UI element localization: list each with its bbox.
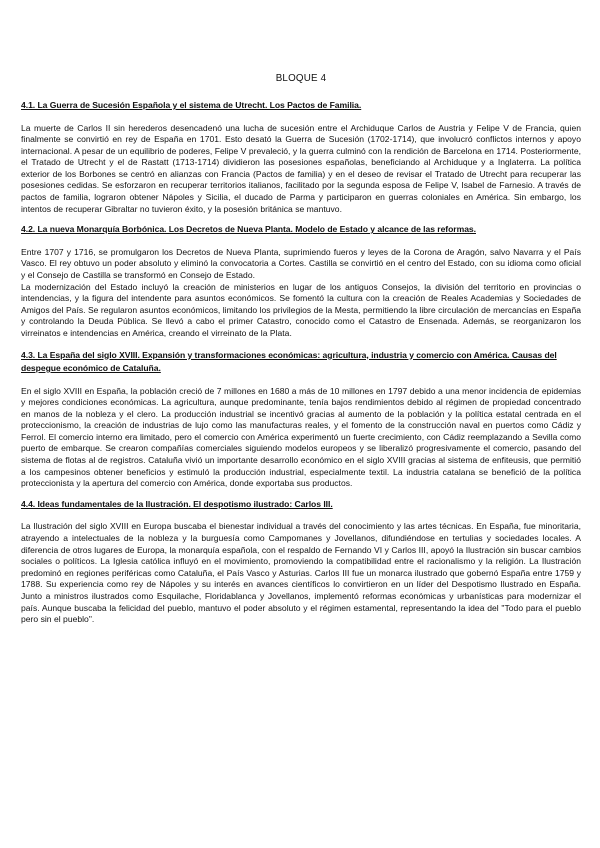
section-paragraph: La muerte de Carlos II sin herederos desencadenó una lucha de sucesión entre el Archiduque Carlos de Austria y Felipe V de Francia, quien finalmente se convirtió en rey de España en 1701. Esto desató la Guerra de Sucesión (1702-1714), que involucró conflictos internos y apoyo internacional. A pesar de un equilibrio de poderes, Felipe V prevaleció, y la guerra culminó con la rendición de Barcelona en 1714. Posteriormente, el Tratado de Utrecht y el de Rastatt (1713-1714) dividieron las posesiones españolas, beneficiando al Archiduque y a Inglaterra. La política exterior de los Borbones se centró en alianzas con Francia (Pactos de familia) y en el deseo de revisar el Tratado de Utrecht para recuperar las posesiones cedidas. Se esforzaron en recuperar territorios italianos, facilitado por la segunda esposa de Felipe V, Isabel de Farnesio. A través de pactos de familia, lograron obtener Nápoles y Sicilia, el ducado de Parma y participaron en guerras coloniales en América. Sin embargo, los intentos de recuperar Gibraltar no tuvieron éxito, y la posesión británica se mantuvo. bbox=[21, 122, 581, 214]
section-paragraph: La Ilustración del siglo XVIII en Europa buscaba el bienestar individual a través del conocimiento y las artes técnicas. En España, fue minoritaria, atrayendo a intelectuales de la nobleza y la burguesía como Campomanes y Jovellanos, difundiéndose en tertulias y sociedades locales. A diferencia de otros lugares de Europa, la monarquía española, con el respaldo de Fernando VI y Carlos III, apoyó la Ilustración sin buscar cambios sociales o políticos. La Iglesia católica influyó en el movimiento, promoviendo la compatibilidad entre el racionalismo y la religión. La Ilustración predominó en regiones periféricas como Cataluña, el País Vasco y Asturias. Carlos III fue un monarca ilustrado que gobernó España entre 1759 y 1788. Su experiencia como rey de Nápoles y su interés en avances científicos lo convirtieron en un líder del Despotismo Ilustrado en España. Junto a ministros ilustrados como Esquilache, Floridablanca y Jovellanos, implementó reformas económicas y urbanísticas para modernizar el país. Aunque buscaba la felicidad del pueblo, mantuvo el poder absoluto y el régimen estamental, representando la idea del "Todo para el pueblo pero sin el pueblo". bbox=[21, 521, 581, 625]
section-4-4 bbox=[21, 498, 581, 626]
section-heading: 4.1. La Guerra de Sucesión Española y el sistema de Utrecht. Los Pactos de Familia. bbox=[21, 100, 362, 110]
section-4-2 bbox=[21, 223, 581, 339]
section-heading: 4.3. La España del siglo XVIII. Expansión y transformaciones económicas: agricultura, industria y comercio con América. Causas del despegue económico de Cataluña. bbox=[21, 349, 557, 373]
section-heading: 4.4. Ideas fundamentales de la Ilustración. El despotismo ilustrado: Carlos III. bbox=[21, 498, 333, 509]
section-paragraph: La modernización del Estado incluyó la creación de ministerios en lugar de los antiguos Consejos, la división del territorio en provincias o intendencias, y la figura del intendente para asuntos económicos. Se fomentó la cultura con la creación de Reales Academias y Sociedades de Amigos del País. Se regularon asuntos económicos, limitando los privilegios de la Mesta, permitiendo la libre circulación de mercancías en España y controlando la Deuda Pública. Se llevó a cabo el primer Catastro, conocido como el Catastro de Ensenada. Además, se reorganizaron los virreinatos e intendencias en América, creando el virreinato de la Plata. bbox=[21, 281, 581, 338]
section-paragraph: En el siglo XVIII en España, la población creció de 7 millones en 1680 a más de 10 millones en 1797 debido a una menor incidencia de epidemias y mejores condiciones económicas. La agricultura, aunque predominante, tenía bajos rendimientos debido al régimen de propiedad concentrado en manos de la nobleza y el clero. La producción industrial se incentivó gracias al aumento de la población y la política estatal centrada en el proteccionismo, la creación de industrias de lujo como las manufacturas reales, y el fomento de la construcción naval en puertos como Cádiz y Ferrol. El comercio interno era limitado, pero el comercio con América experimentó un fuerte crecimiento, con Cádiz reemplazando a Sevilla como puerto de embarque. Se crearon compañías comerciales siguiendo modelos europeos y se liberalizó progresivamente el comercio, pasando del sistema de flotas al de registros. Cataluña vivió un importante desarrollo económico en el siglo XVIII gracias al sistema de enfiteusis, que permitió a los campesinos obtener beneficios y estimuló la producción industrial, especialmente textil. La industria catalana se benefició de la política proteccionista y la apertura del comercio con América, donde exportaba sus productos. bbox=[21, 385, 581, 489]
section-paragraph: Entre 1707 y 1716, se promulgaron los Decretos de Nueva Planta, suprimiendo fueros y leyes de la Corona de Aragón, salvo Navarra y el País Vasco. El rey obtuvo un poder absoluto y eliminó la convocatoria a Cortes. Castilla se convirtió en el centro del Estado, con su idioma como oficial y el Consejo de Castilla se transformó en Consejo de Estado. bbox=[21, 246, 581, 280]
section-4-3 bbox=[21, 349, 581, 490]
section-heading: 4.2. La nueva Monarquía Borbónica. Los Decretos de Nueva Planta. Modelo de Estado y alcance de las reformas. bbox=[21, 224, 476, 235]
section-4-1 bbox=[21, 99, 581, 215]
document-title: BLOQUE 4 bbox=[275, 73, 327, 84]
